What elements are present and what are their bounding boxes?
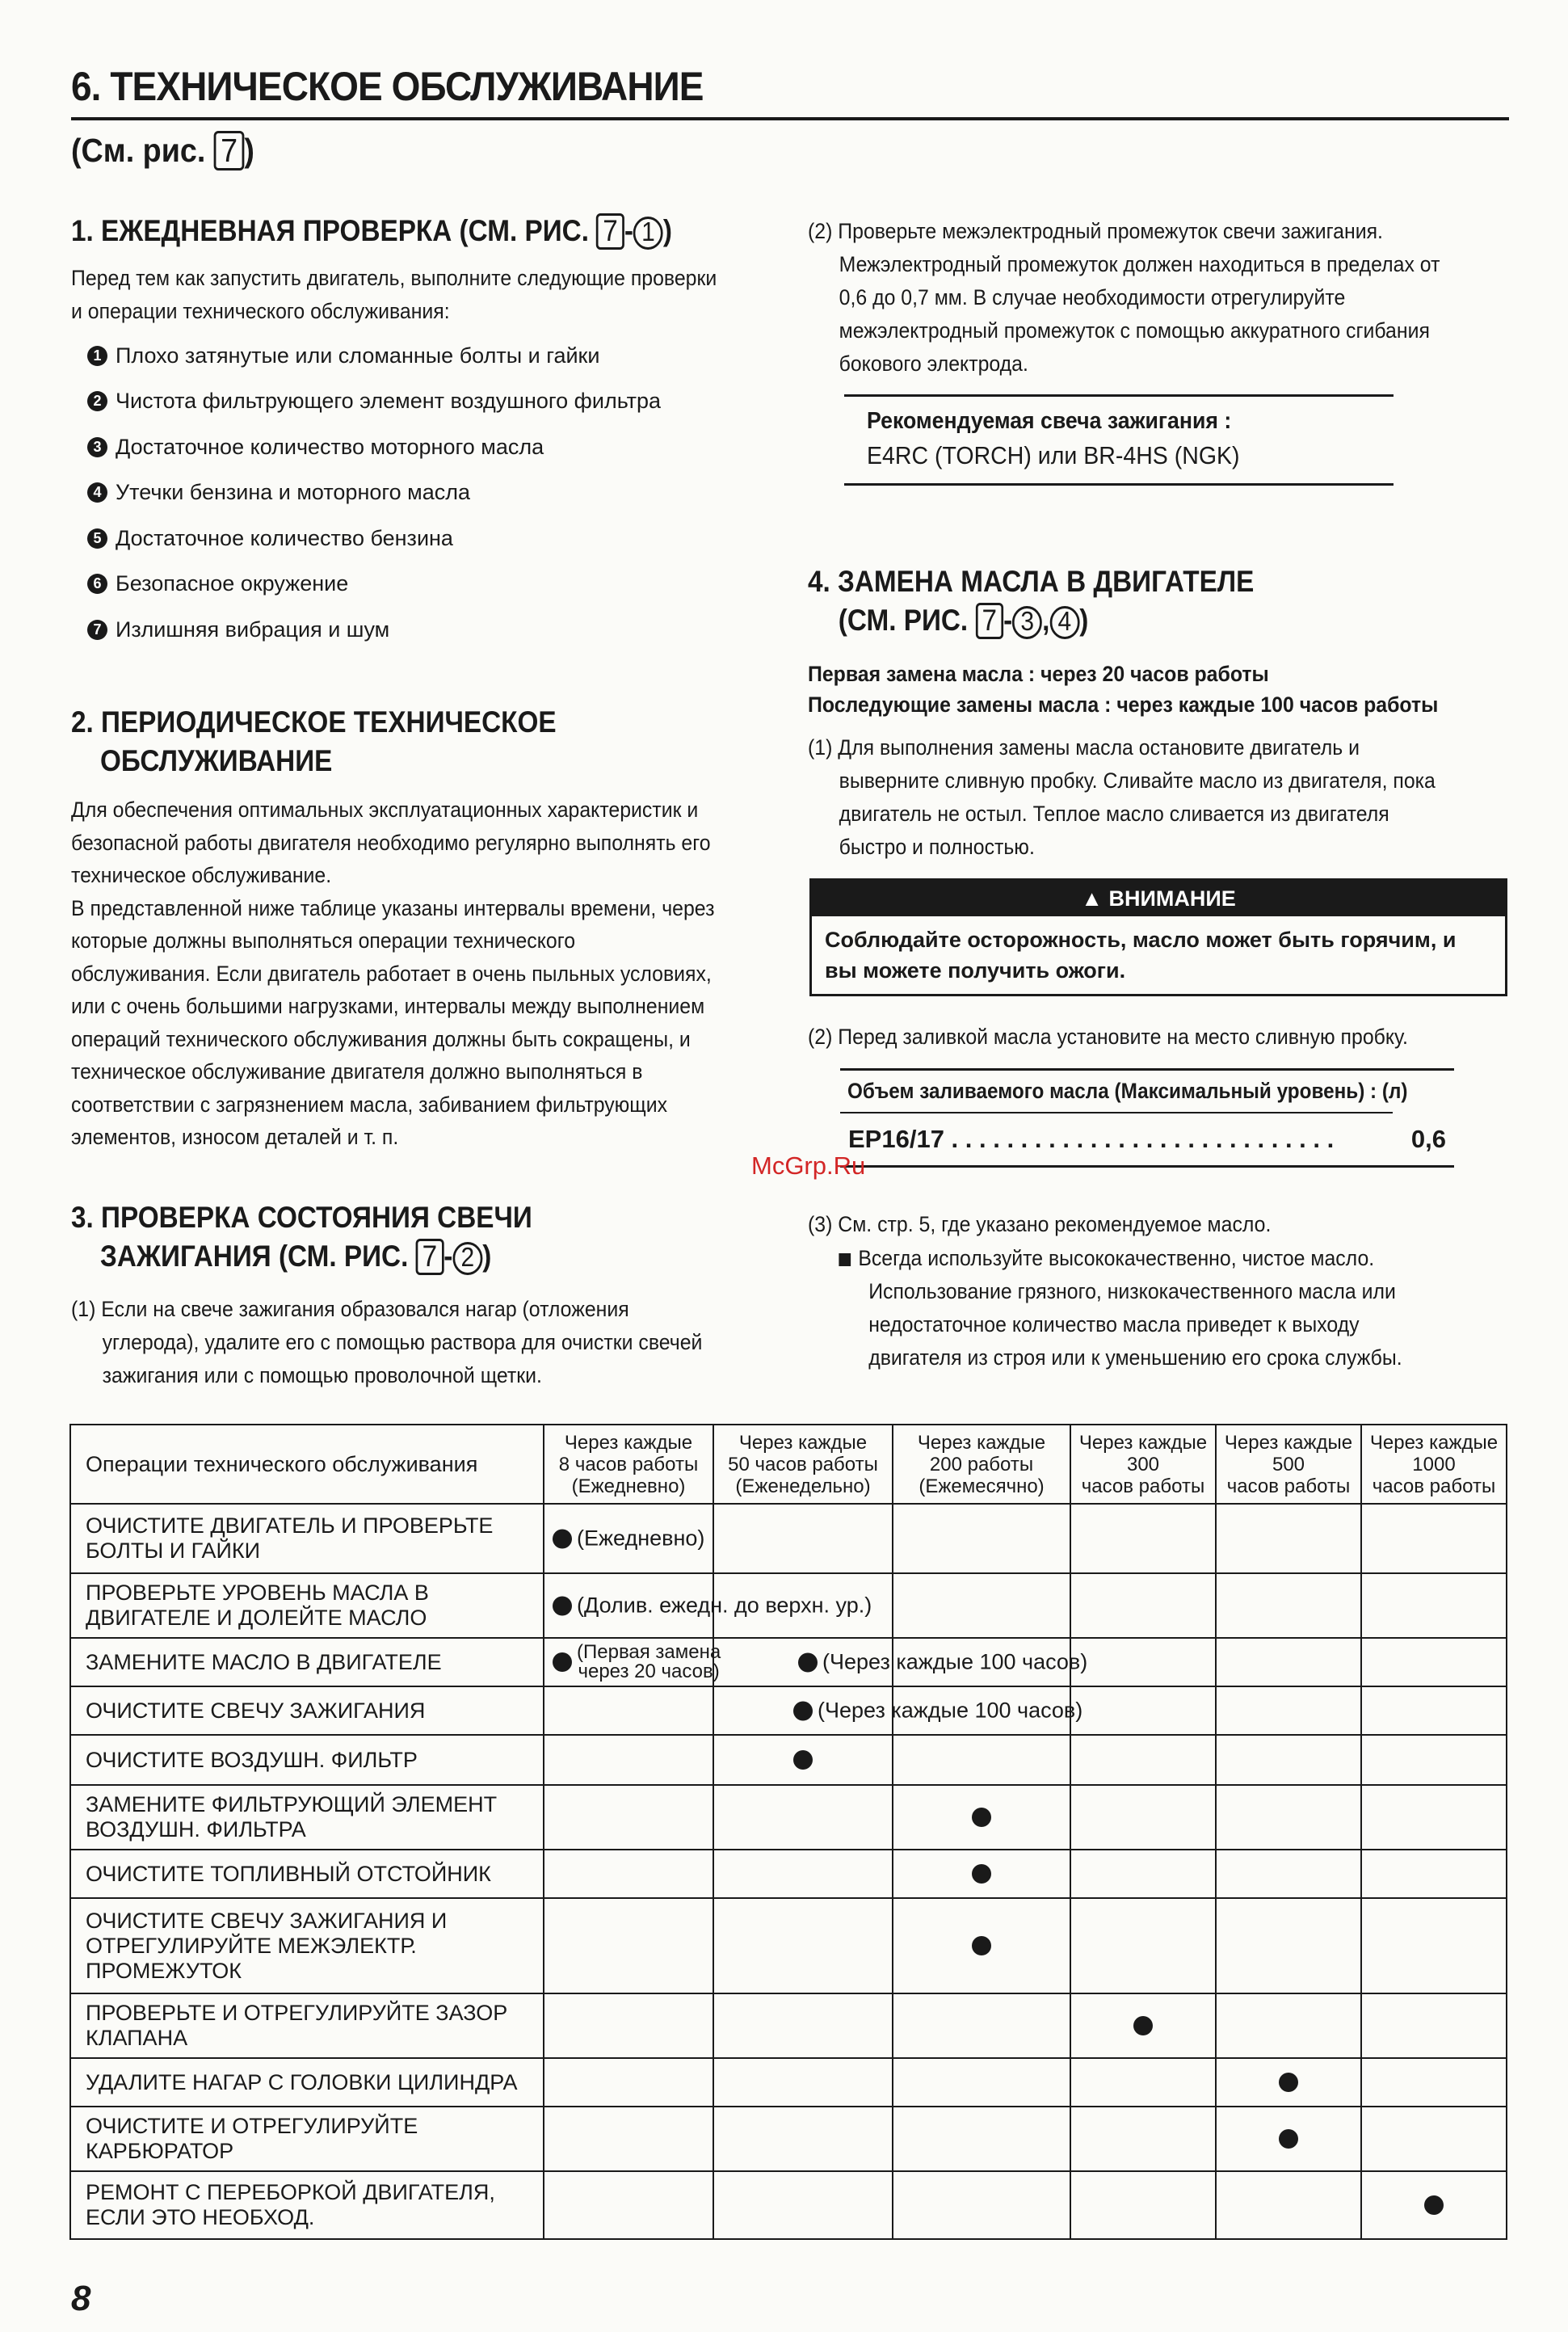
heading-line-1: 4. ЗАМЕНА МАСЛА В ДВИГАТЕЛЕ [808,565,1255,598]
circled-number: 3 [1012,606,1042,639]
note-line: (Первая замена [577,1641,721,1663]
schedule-cell [713,1504,893,1573]
schedule-dot-icon [1133,2016,1153,2035]
schedule-cell [893,2107,1070,2171]
schedule-cell [893,1735,1070,1785]
note-line: через 20 часов) [578,1661,720,1682]
interval-line: Через каждые [564,1431,693,1454]
operation-name: ОЧИСТИТЕ СВЕЧУ ЗАЖИГАНИЯ И ОТРЕГУЛИРУЙТЕ МЕЖЭЛЕКТР. ПРОМЕЖУТОК [70,1898,544,1993]
list-item-text: Плохо затянутые или сломанные болты и гайки [116,343,600,368]
interval-line: 50 часов работы [728,1453,878,1475]
schedule-cell [713,1850,893,1898]
schedule-cell [1216,1573,1361,1638]
schedule-cell [1361,1638,1507,1686]
operation-name: ОЧИСТИТЕ ТОПЛИВНЫЙ ОТСТОЙНИК [70,1850,544,1898]
operation-name: ОЧИСТИТЕ И ОТРЕГУЛИРУЙТЕ КАРБЮРАТОР [70,2107,544,2171]
comma: , [1042,604,1050,637]
schedule-cell [893,1573,1070,1638]
schedule-cell [544,1993,713,2058]
subtitle-close: ) [244,132,254,169]
paragraph: В представленной ниже таблице указаны интервалы времени, через которые должны выполняться операции технического обслуживания. Если двигатель работает в очень пыльных условиях, или с очень большими нагрузками, интервалы между выполнением операций технического обслуживания должны быть сокращены, и техническое обслуживание двигателя должно выполняться в соответствии с загрязнением масла, забиванием фильтрующих элементов, износом деталей и т. п. [71,895,715,1149]
operation-name: ПРОВЕРЬТЕ И ОТРЕГУЛИРУЙТЕ ЗАЗОР КЛАПАНА [70,1993,544,2058]
figure-ref: 7 [214,131,245,170]
step-text: Проверьте межэлектродный промежуток свечи зажигания. Межэлектродный промежуток должен находиться в пределах от 0,6 до 0,7 мм. В случае необходимости отрегулируйте межэлектродный промежуток с помощью аккуратного сгибания бокового электрода. [838,219,1440,376]
operation-name: ЗАМЕНИТЕ ФИЛЬТРУЮЩИЙ ЭЛЕМЕНТ ВОЗДУШН. ФИЛЬТРА [70,1785,544,1850]
schedule-cell [544,2058,713,2107]
interval-line: (Еженедельно) [735,1475,871,1497]
header-interval [1216,1425,1361,1504]
step-text: Для выполнения замены масла остановите двигатель и выверните сливную пробку. Сливайте масло из двигателя, пока двигатель не остыл. Теплое масло сливается из двигателя быстро и полностью. [838,735,1436,859]
section-3-step-1 [71,1293,717,1392]
step-text: Если на свече зажигания образовался нагар (отложения углерода), удалите его с помощью раствора для очистки свечей зажигания или с помощью проволочной щетки. [101,1297,703,1387]
figure-ref: 7 [975,603,1003,639]
schedule-dot-icon [798,1652,818,1672]
schedule-cell [1070,1993,1216,2058]
schedule-cell [893,1993,1070,2058]
note-text: Всегда используйте высококачественно, чистое масло. Использование грязного, низкокачественного масла или недостаточное количество масла приведет к выходу двигателя из строя или к уменьшению его срока службы. [858,1246,1402,1370]
operation-name: ПРОВЕРЬТЕ УРОВЕНЬ МАСЛА В ДВИГАТЕЛЕ И ДОЛЕЙТЕ МАСЛО [70,1573,544,1638]
schedule-cell [1216,1638,1361,1686]
number-bullet: 7 [87,620,107,640]
operation-name: ОЧИСТИТЕ СВЕЧУ ЗАЖИГАНИЯ [70,1686,544,1735]
interval-line: Через каждые [738,1431,868,1454]
header-interval [544,1425,713,1504]
heading-text: (СМ. РИС. [838,604,976,637]
table-row [70,1686,1507,1735]
schedule-dot-icon [553,1652,572,1672]
schedule-cell [893,1850,1070,1898]
heading-line-2 [71,1237,532,1276]
number-bullet: 4 [87,482,107,503]
schedule-cell [1361,2058,1507,2107]
daily-check-list [87,333,750,653]
schedule-cell [1070,1638,1216,1686]
header-interval [1070,1425,1216,1504]
schedule-dot-icon [972,1808,991,1827]
schedule-cell [1070,1898,1216,1993]
table-row [70,1573,1507,1638]
section-2-heading [71,703,557,781]
schedule-cell [544,1638,721,1686]
table-header-row [70,1425,1507,1504]
dash: - [624,214,634,247]
step-text: Перед заливкой масла установите на место сливную пробку. [838,1025,1408,1049]
circled-number: 2 [452,1242,482,1275]
number-bullet: 1 [87,346,107,366]
schedule-dot-icon [793,1750,813,1770]
schedule-cell [1216,1850,1361,1898]
list-item [87,562,750,608]
dash: - [443,1240,453,1273]
schedule-cell [1070,1686,1216,1735]
interval-line: (Ежедневно) [571,1475,686,1497]
schedule-cell [1361,1573,1507,1638]
list-item [87,516,750,562]
schedule-note [553,1593,872,1619]
paragraph: Для обеспечения оптимальных эксплуатационных характеристик и безопасной работы двигателя необходимо регулярно выполнять его техническое обслуживание. [71,798,711,887]
interval-line: Через каждые [1369,1431,1499,1454]
schedule-cell [1361,1785,1507,1850]
schedule-cell [1361,1735,1507,1785]
note-text: (Ежедневно) [577,1526,705,1551]
schedule-cell [1070,1850,1216,1898]
heading-text: 1. ЕЖЕДНЕВНАЯ ПРОВЕРКА (СМ. РИС. [71,214,597,247]
table-row [70,1735,1507,1785]
section-4-step-3 [808,1208,1447,1241]
warning-icon: ▲ [1081,886,1103,911]
oil-volume-value: 0,6 [1410,1125,1446,1153]
schedule-cell [713,2107,893,2171]
table-row [70,2058,1507,2107]
interval-line: 500 [1272,1453,1305,1475]
schedule-cell [1216,2107,1361,2171]
table-row [70,1898,1507,1993]
interval-line: (Ежемесячно) [919,1475,1045,1497]
warning-title: ВНИМАНИЕ [1108,886,1236,911]
schedule-note [553,1526,704,1551]
first-oil-change: Первая замена масла : через 20 часов работы [808,662,1269,686]
heading-line-1: 2. ПЕРИОДИЧЕСКОЕ ТЕХНИЧЕСКОЕ [71,705,557,739]
schedule-cell [1216,2058,1361,2107]
schedule-cell [1216,1504,1361,1573]
list-item-text: Достаточное количество моторного масла [116,434,544,459]
list-item [87,333,750,379]
table-row [70,1638,1507,1686]
list-item-text: Утечки бензина и моторного масла [116,480,470,505]
section-1-intro: Перед тем как запустить двигатель, выполните следующие проверки и операции технического обслуживания: [71,266,717,323]
page-title: 6. ТЕХНИЧЕСКОЕ ОБСЛУЖИВАНИЕ [71,64,704,109]
schedule-cell [544,1686,713,1735]
engine-model: EP16/17 . . . . . . . . . . . . . . . . . . . . . . . . . . . . [848,1125,1335,1153]
schedule-cell [893,2171,1070,2239]
list-item [87,424,750,470]
heading-close: ) [662,214,672,247]
interval-line: 8 часов работы [558,1453,699,1475]
schedule-cell [1361,1686,1507,1735]
step-number: (2) [808,1025,833,1049]
oil-volume-row [840,1113,1454,1165]
list-item-text: Чистота фильтрующего элемент воздушного фильтра [116,389,662,414]
section-3-step-2 [808,215,1447,381]
schedule-cell [1216,1785,1361,1850]
table-row [70,1504,1507,1573]
dash: - [1003,604,1013,637]
list-item [87,379,750,425]
interval-line: 200 работы [929,1453,1034,1475]
interval-line: 300 [1126,1453,1160,1475]
list-item [87,470,750,516]
schedule-cell [1361,1898,1507,1993]
schedule-cell [1070,1785,1216,1850]
schedule-dot-icon [1279,2073,1298,2092]
schedule-cell [544,2171,713,2239]
table-row [70,2171,1507,2239]
schedule-cell [1361,1850,1507,1898]
note-text: (Через каждые 100 часов) [818,1698,1083,1723]
heading-line-1: 3. ПРОВЕРКА СОСТОЯНИЯ СВЕЧИ [71,1201,532,1234]
schedule-cell [713,1638,1088,1686]
heading-line-2 [808,601,1254,640]
step-number: (1) [71,1297,96,1321]
maintenance-table [69,1424,1507,2240]
section-2-text [71,793,717,1154]
schedule-cell [713,1735,893,1785]
schedule-cell [1216,2171,1361,2239]
interval-line: Через каждые [917,1431,1046,1454]
interval-line: Через каждые [1224,1431,1353,1454]
schedule-cell [544,1504,713,1573]
number-bullet: 3 [87,437,107,457]
schedule-dot-icon [553,1596,572,1615]
schedule-dot-icon [1424,2195,1444,2215]
schedule-cell [1070,1504,1216,1573]
section-1-heading [71,212,672,250]
list-item-text: Достаточное количество бензина [116,525,453,550]
section-4-note [824,1242,1448,1374]
schedule-cell [1216,1898,1361,1993]
operation-name: УДАЛИТЕ НАГАР С ГОЛОВКИ ЦИЛИНДРА [70,2058,544,2107]
schedule-cell [1070,2171,1216,2239]
schedule-cell [713,1898,893,1993]
header-operations: Операции технического обслуживания [70,1425,544,1504]
table-row [70,1850,1507,1898]
schedule-cell [893,1785,1070,1850]
schedule-cell [713,1686,1083,1735]
schedule-dot-icon [1279,2129,1298,2149]
step-number: (3) [808,1212,833,1236]
page-subtitle [71,131,254,170]
spark-plug-label: Рекомендуемая свеча зажигания : [867,408,1232,434]
schedule-cell [893,2058,1070,2107]
figure-ref: 7 [596,213,624,250]
number-bullet: 2 [87,391,107,411]
interval-line: часов работы [1226,1475,1351,1497]
operation-name: ОЧИСТИТЕ ВОЗДУШН. ФИЛЬТР [70,1735,544,1785]
next-oil-change: Последующие замены масла : через каждые 100 часов работы [808,692,1439,717]
schedule-cell [544,1898,713,1993]
schedule-cell [544,2107,713,2171]
watermark: McGrp.Ru [751,1151,866,1180]
operation-name: ОЧИСТИТЕ ДВИГАТЕЛЬ И ПРОВЕРЬТЕ БОЛТЫ И ГАЙКИ [70,1504,544,1573]
section-4-heading [808,562,1254,640]
square-bullet-icon [839,1253,851,1266]
header-interval [893,1425,1070,1504]
interval-line: Через каждые [1078,1431,1208,1454]
operation-name: ЗАМЕНИТЕ МАСЛО В ДВИГАТЕЛЕ [70,1638,544,1686]
first-change-note [577,1643,721,1682]
section-4-step-2 [808,1021,1447,1054]
operation-name: РЕМОНТ С ПЕРЕБОРКОЙ ДВИГАТЕЛЯ, ЕСЛИ ЭТО НЕОБХОД. [70,2171,544,2239]
warning-header [812,881,1505,916]
schedule-note [798,1650,1087,1675]
schedule-note [553,1643,721,1682]
page-number: 8 [71,2279,91,2318]
subtitle-text: (См. рис. [71,132,214,169]
schedule-cell [1070,1735,1216,1785]
title-rule [71,117,1509,120]
warning-text: Соблюдайте осторожность, масло может быть горячим, и вы можете получить ожоги. [825,928,1457,983]
schedule-dot-icon [972,1864,991,1884]
schedule-dot-icon [553,1529,572,1548]
step-text: См. стр. 5, где указано рекомендуемое масло. [838,1212,1272,1236]
list-item-text: Излишняя вибрация и шум [116,617,390,642]
heading-text: ЗАЖИГАНИЯ (СМ. РИС. [100,1240,416,1273]
table-row [70,2107,1507,2171]
schedule-cell [1361,1504,1507,1573]
number-bullet: 5 [87,528,107,549]
list-item-text: Безопасное окружение [116,571,349,596]
schedule-cell [713,1993,893,2058]
schedule-cell [1361,1993,1507,2058]
number-bullet: 6 [87,574,107,594]
step-number: (2) [808,219,833,243]
oil-volume-label: Объем заливаемого масла (Максимальный уровень) : (л) [840,1071,1393,1113]
table-row [70,1785,1507,1850]
schedule-dot-icon [972,1936,991,1955]
spark-plug-box [844,394,1394,486]
circled-number: 4 [1049,606,1079,639]
heading-line-2: ОБСЛУЖИВАНИЕ [100,744,333,777]
schedule-cell [1070,1573,1216,1638]
oil-volume-box [840,1068,1454,1168]
schedule-cell [893,1504,1070,1573]
heading-close: ) [482,1240,492,1273]
schedule-cell [1070,2058,1216,2107]
schedule-note [793,1698,1082,1724]
list-item [87,607,750,653]
schedule-cell [1361,2171,1507,2239]
figure-ref: 7 [416,1239,444,1275]
header-interval [1361,1425,1507,1504]
schedule-cell [893,1898,1070,1993]
note-text: (Долив. ежедн. до верхн. ур.) [577,1593,872,1618]
schedule-cell [1216,1993,1361,2058]
schedule-cell [1216,1735,1361,1785]
interval-line: часов работы [1081,1475,1205,1497]
spark-plug-value: E4RC (TORCH) или BR-4HS (NGK) [867,441,1240,469]
note-text: (Через каждые 100 часов) [822,1649,1088,1674]
heading-close: ) [1079,604,1089,637]
header-interval [713,1425,893,1504]
schedule-cell [713,2171,893,2239]
step-number: (1) [808,735,833,760]
table-row [70,1993,1507,2058]
circled-number: 1 [633,217,663,250]
schedule-cell [544,1735,713,1785]
schedule-cell [1070,2107,1216,2171]
warning-box [809,878,1507,996]
schedule-cell [1216,1686,1361,1735]
interval-line: часов работы [1372,1475,1496,1497]
schedule-cell [713,1785,893,1850]
schedule-cell [544,1850,713,1898]
interval-line: 1000 [1412,1453,1456,1475]
section-3-heading [71,1198,532,1276]
schedule-cell [544,1573,872,1638]
section-4-step-1 [808,731,1447,864]
schedule-cell [713,2058,893,2107]
schedule-dot-icon [793,1701,813,1720]
schedule-cell [544,1785,713,1850]
oil-change-schedule [808,659,1447,720]
schedule-cell [1361,2107,1507,2171]
